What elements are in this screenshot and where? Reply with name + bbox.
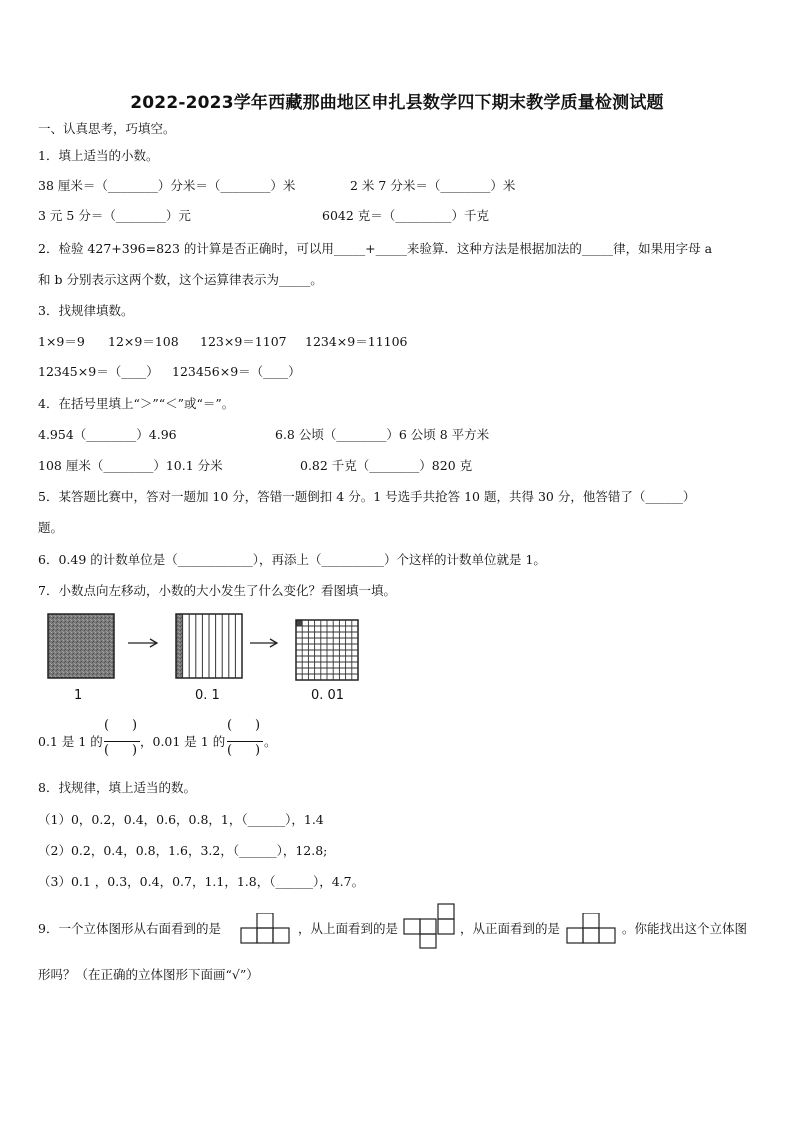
arrow-right-icon (128, 639, 157, 647)
q1-row1-left: 38 厘米＝（________）分米＝（________）米 (38, 178, 296, 193)
paren-open: ( (227, 743, 233, 758)
decimal-grid-figure (40, 606, 380, 688)
tenths-square (176, 614, 242, 678)
q2-line1: 2．检验 427+396=823 的计算是否正确时，可以用_____+_____来验算．这种方法是根据加法的_____律，如果用字母 a (38, 241, 713, 256)
q3-expr-4: 1234×9＝11106 (305, 334, 408, 349)
q9-part4: 。你能找出这个立体图 (622, 921, 748, 936)
q4-compare-d: 0.82 千克（________）820 克 (300, 458, 473, 473)
q2-line2: 和 b 分别表示这两个数，这个运算律表示为_____。 (38, 272, 323, 287)
q3-expr-1: 1×9＝9 (38, 334, 85, 349)
q3-expr-2: 12×9＝108 (108, 334, 179, 349)
q6-text: 6．0.49 的计数单位是（____________），再添上（__________）个这样的计数单位就是 1。 (38, 552, 546, 567)
q8-heading: 8．找规律，填上适当的数。 (38, 780, 196, 795)
q8-row-1: （1）0，0.2，0.4，0.6，0.8，1，（______），1.4 (38, 812, 324, 827)
right-view-shape (240, 913, 294, 945)
q4-compare-b: 6.8 公顷（________）6 公顷 8 平方米 (275, 427, 490, 442)
q3-expr-3: 123×9＝1107 (200, 334, 287, 349)
q4-compare-c: 108 厘米（________）10.1 分米 (38, 458, 223, 473)
q1-row2-right: 6042 克＝（_________）千克 (322, 208, 490, 223)
fraction-bar (104, 741, 140, 742)
q9-part3: ，从正面看到的是 (460, 921, 561, 936)
q9-line2: 形吗？（在正确的立体图形下面画“√”） (38, 967, 259, 982)
q5-line2: 题。 (38, 520, 64, 535)
q9-part1: 9．一个立体图形从右面看到的是 (38, 921, 221, 936)
q1-row1-right: 2 米 7 分米＝（________）米 (350, 178, 516, 193)
figure-label-hundredth: 0. 01 (311, 688, 345, 703)
q1-heading: 1．填上适当的小数。 (38, 148, 159, 163)
q9-part2: ，从上面看到的是 (298, 921, 399, 936)
q7-answer-part1: 0.1 是 1 的 (38, 734, 103, 749)
paren-close: ) (255, 743, 261, 758)
paren-close: ) (255, 718, 261, 733)
whole-square (48, 614, 114, 678)
page-title: 2022-2023学年西藏那曲地区申扎县数学四下期末教学质量检测试题 (130, 93, 664, 113)
fraction-bar (227, 741, 263, 742)
paren-open: ( (104, 743, 110, 758)
paren-open: ( (104, 718, 110, 733)
q7-answer-part2: ，0.01 是 1 的 (140, 734, 226, 749)
top-view-shape (403, 903, 457, 949)
front-view-shape (566, 913, 620, 945)
paren-close: ) (132, 743, 138, 758)
q5-line1: 5．某答题比赛中，答对一题加 10 分，答错一题倒扣 4 分。1 号选手共抢答 10 题，共得 30 分，他答错了（______） (38, 489, 696, 504)
arrow-right-icon (250, 639, 277, 647)
paren-open: ( (227, 718, 233, 733)
q3-expr-6: 123456×9＝（____） (172, 364, 301, 379)
q3-heading: 3．找规律填数。 (38, 303, 134, 318)
q4-compare-a: 4.954（________）4.96 (38, 427, 177, 442)
q7-heading: 7．小数点向左移动，小数的大小发生了什么变化？看图填一填。 (38, 583, 396, 598)
q8-row-2: （2）0.2，0.4，0.8，1.6，3.2，（______），12.8; (38, 843, 328, 858)
paren-close: ) (132, 718, 138, 733)
figure-label-tenth: 0. 1 (195, 688, 220, 703)
hundredths-square (296, 620, 358, 680)
q3-expr-5: 12345×9＝（____） (38, 364, 159, 379)
q7-answer-end: 。 (264, 734, 277, 749)
section-heading: 一、认真思考，巧填空。 (38, 121, 176, 136)
q1-row2-left: 3 元 5 分＝（________）元 (38, 208, 191, 223)
figure-label-one: 1 (74, 688, 83, 703)
q4-heading: 4．在括号里填上“＞”“＜”或“＝”。 (38, 396, 235, 411)
q8-row-3: （3）0.1 ，0.3，0.4，0.7，1.1，1.8，（______），4.7。 (38, 874, 365, 889)
